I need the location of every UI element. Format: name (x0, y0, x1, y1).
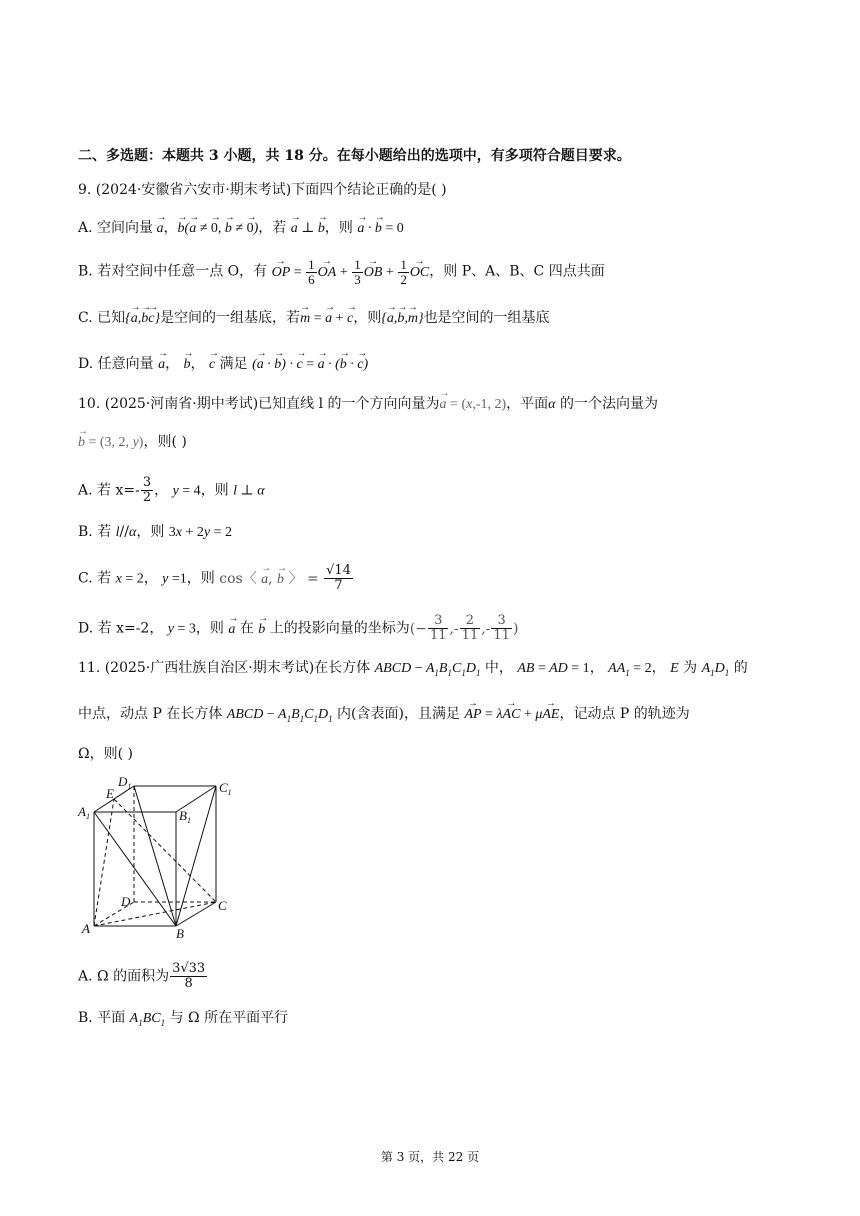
label-d1: $D_1$ (118, 774, 132, 791)
label-d: D (121, 894, 131, 909)
q10-option-d: D. 若 x=-2， y = 3，则 → a 在 → b 上的投影向量的坐标为(− $\frac{3}{11}$ ,- $\frac{2}{11}$ ,- $\frac{3}{11}$ ) (78, 614, 518, 643)
section-heading: 二、多选题：本题共 3 小题，共 18 分。在每小题给出的选项中，有多项符合题目要求。 (78, 148, 631, 164)
q10-stem: 10. (2025·河南省·期中考试)已知直线 l 的一个方向向量为→ a = (x,-1, 2)，平面α 的一个法向量为 (78, 394, 658, 415)
label-b: B (176, 926, 184, 940)
page-footer: 第 3 页，共 22 页 (380, 1150, 480, 1164)
label-b1: $B_1$ (179, 808, 191, 825)
q11-stem-line2: 中点，动点 P 在长方体 ABCD − $A_1B_1C_1D_1$ 内(含表面)，且满足 → AP = λ→ AC + μ→ AE，记动点 P 的轨迹为 (78, 704, 690, 729)
q9-option-b: B. 若对空间中任意一点 O，有 → OP = $\frac{1}{6}$ → OA + $\frac{1}{3}$ → OB + $\frac{1}{2}$ → OC，则 P、A、B、C 四点共面 (78, 258, 605, 287)
q10-stem-line2: → b = (3, 2, y)，则( ) (78, 432, 187, 453)
label-e: E (106, 786, 114, 801)
q10-option-a: A. 若 x=- $\frac{3}{2}$ ， y = 4，则 l ⊥ α (78, 475, 265, 505)
q11-stem: 11. (2025·广西壮族自治区·期末考试)在长方体 ABCD − $A_1B_1C_1D_1$ 中， AB = AD = 1， $AA_1 = 2$， E 为 $A_1D_1$ 的 (78, 660, 748, 678)
q10-option-b: B. 若 l//α，则 3x + 2y = 2 (78, 524, 233, 540)
cuboid-figure (76, 770, 236, 940)
q11-option-b: B. 平面 $A_1BC_1$ 与 Ω 所在平面平行 (78, 1010, 289, 1028)
q9-option-d: D. 任意向量 → a， → b， → c 满足 (→ a · → b) · → c = → a · (→ b · → c) (78, 354, 368, 375)
q11-option-a: A. Ω 的面积为 $\frac{3√33}{8}$ (78, 961, 206, 991)
q9-stem: 9. (2024·安徽省六安市·期末考试)下面四个结论正确的是( ) (78, 182, 447, 198)
label-a: A (82, 921, 90, 936)
q11-stem-line3: Ω，则( ) (78, 746, 133, 762)
q9-option-a: A. 空间向量 → a，→ b(→ a ≠ → 0, → b ≠ → 0)，若 → a ⊥ → b，则 → a · → b = 0 (78, 218, 404, 239)
label-c: C (218, 898, 227, 913)
q10-option-c: C. 若 x = 2， y =1，则 cos〈 → a, → b 〉 = $\frac{√14}{7}$ (78, 564, 354, 593)
q9-option-c: C. 已知{→ a,→ b→ c}是空间的一组基底，若→ m = → a + → c，则{→ a,→ b,→ m}也是空间的一组基底 (78, 308, 550, 329)
label-c1: $C_1$ (219, 780, 232, 797)
label-a1: $A_1$ (78, 804, 90, 821)
